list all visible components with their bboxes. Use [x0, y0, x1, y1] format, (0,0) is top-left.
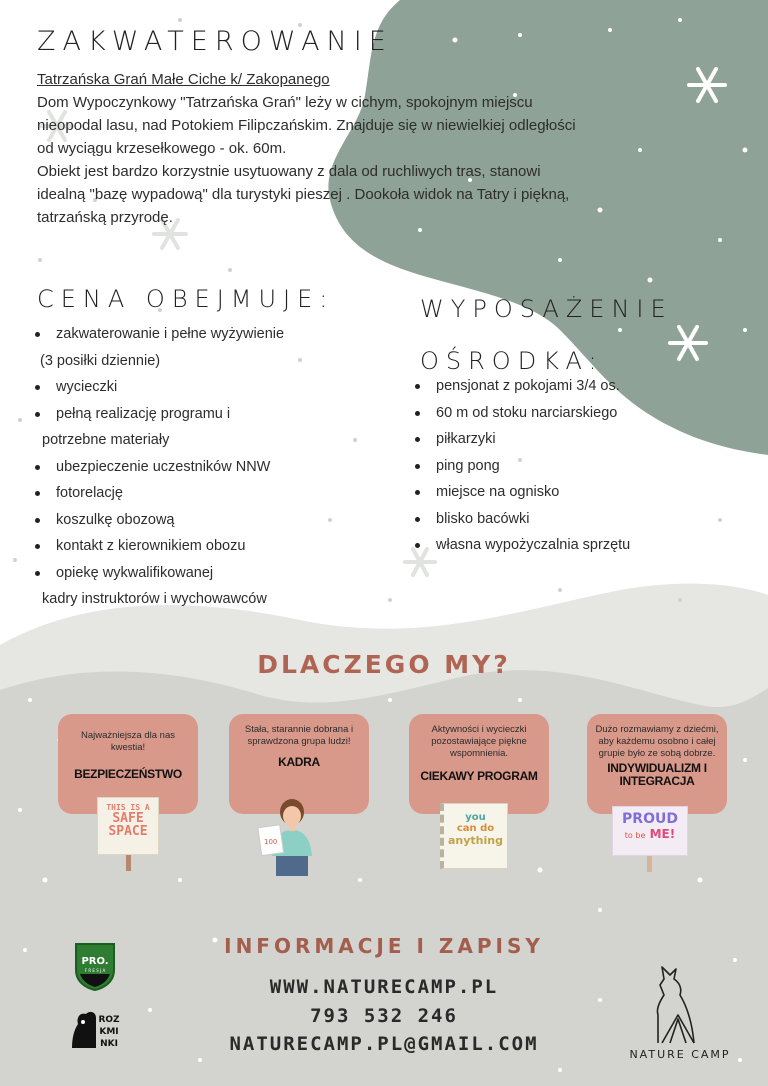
- accommodation-text: [37, 68, 577, 229]
- list-item: miejsce na ognisko: [412, 479, 712, 506]
- equipment-list: [412, 373, 712, 559]
- price-title: CENA OBEJMUJE:: [37, 285, 335, 313]
- list-item: blisko bacówki: [412, 506, 712, 533]
- rozkminki-logo: [68, 1008, 124, 1054]
- svg-text:ROZ: ROZ: [98, 1015, 120, 1025]
- list-item: pełną realizację programu i potrzebne materiały: [32, 401, 362, 454]
- phone-number[interactable]: 793 532 246: [310, 1005, 458, 1027]
- svg-text:PRO.: PRO.: [81, 956, 109, 967]
- svg-text:NKI: NKI: [100, 1039, 118, 1049]
- nature-camp-logo: [610, 955, 750, 1065]
- accommodation-line: od wyciągu krzesełkowego - ok. 60m.: [37, 140, 287, 157]
- why-card-individualism: Dużo rozmawiamy z dziećmi, aby każdemu osobno i całej grupie było ze sobą dobrze. INDYWIDUALIZM I INTEGRACJA: [587, 714, 727, 814]
- safe-space-sign: THIS IS A SAFE SPACE: [97, 797, 159, 871]
- nature-camp-wordmark: NATURE CAMP: [629, 1048, 731, 1061]
- accommodation-line: nieopodal lasu, nad Potokiem Filipczańskim. Znajduje się w niewielkiej odległości: [37, 117, 576, 134]
- you-can-do-anything-notebook: you can do anything: [440, 803, 508, 871]
- staff-illustration: [258, 796, 328, 876]
- accommodation-line: idealną "bazę wypadową" dla turystyki pieszej . Dookoła widok na Tatry i piękną,: [37, 186, 570, 203]
- website-link[interactable]: WWW.NATURECAMP.PL: [269, 976, 499, 998]
- list-item: fotorelację: [32, 480, 362, 507]
- list-item: własna wypożyczalnia sprzętu: [412, 532, 712, 559]
- list-item: ubezpieczenie uczestników NNW: [32, 454, 362, 481]
- profi-logo: [72, 940, 118, 992]
- accommodation-subtitle: Tatrzańska Grań Małe Ciche k/ Zakopanego: [37, 71, 330, 88]
- email-link[interactable]: NATURECAMP.PL@GMAIL.COM: [229, 1033, 539, 1055]
- list-item: opiekę wykwalifikowanej kadry instruktorów i wychowawców: [32, 560, 362, 613]
- why-card-staff: Stała, starannie dobrana i sprawdzona grupa ludzi! KADRA: [229, 714, 369, 814]
- svg-text:100: 100: [264, 838, 278, 846]
- why-card-program: Aktywności i wycieczki pozostawiające piękne wspomnienia. CIEKAWY PROGRAM: [409, 714, 549, 814]
- svg-text:F R E S J A: F R E S J A: [84, 968, 106, 973]
- list-item: zakwaterowanie i pełne wyżywienie (3 posiłki dziennie): [32, 321, 362, 374]
- why-title: DLACZEGO MY?: [257, 650, 511, 679]
- list-item: 60 m od stoku narciarskiego: [412, 400, 712, 427]
- proud-to-be-me-sign: PROUD to be ME!: [612, 806, 688, 872]
- price-list: [32, 321, 362, 613]
- svg-text:KMI: KMI: [99, 1027, 119, 1037]
- why-card-safety: Najważniejsza dla nas kwestia! BEZPIECZEŃSTWO: [58, 714, 198, 814]
- info-title: INFORMACJE I ZAPISY: [224, 934, 544, 958]
- list-item: pensjonat z pokojami 3/4 os.: [412, 373, 712, 400]
- accommodation-title: ZAKWATEROWANIE: [37, 26, 393, 57]
- list-item: koszulkę obozową: [32, 507, 362, 534]
- accommodation-line: tatrzańską przyrodę.: [37, 209, 173, 226]
- accommodation-line: Obiekt jest bardzo korzystnie usytuowany z dala od ruchliwych tras, stanowi: [37, 163, 541, 180]
- list-item: wycieczki: [32, 374, 362, 401]
- list-item: ping pong: [412, 453, 712, 480]
- equipment-title: WYPOSAŻENIE OŚRODKA:: [420, 295, 673, 375]
- list-item: kontakt z kierownikiem obozu: [32, 533, 362, 560]
- accommodation-line: Dom Wypoczynkowy "Tatrzańska Grań" leży w cichym, spokojnym miejscu: [37, 94, 533, 111]
- list-item: piłkarzyki: [412, 426, 712, 453]
